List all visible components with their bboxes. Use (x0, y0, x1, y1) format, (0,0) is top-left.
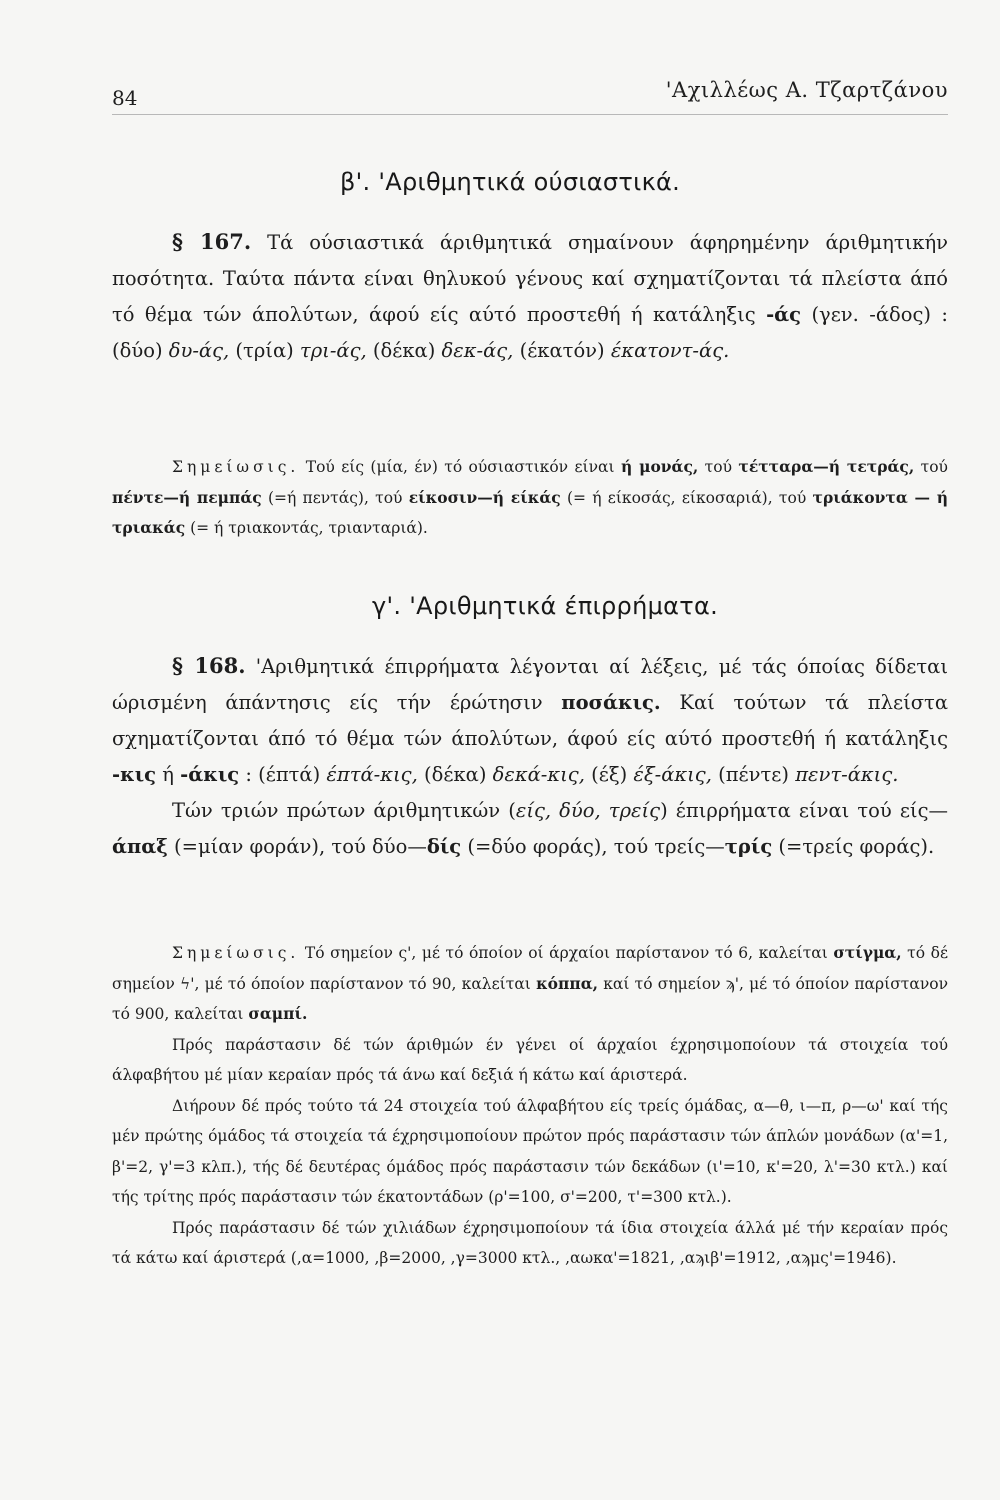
text-run: (= ή είκοσάς, είκοσαριά), τού (560, 488, 813, 507)
note-168-text (112, 938, 948, 1030)
text-run: Τού είς (μία, έν) τό ούσιαστικόν είναι (299, 458, 621, 476)
text-run: Καί τούτων τά πλείστα σχηματίζονται άπό τό θέμα τών άπολύτων, άφού είς αύτό προστεθή ή κατάληξις (112, 691, 948, 750)
bold-term: πέντε—ή πεμπάς (112, 487, 262, 507)
text-run: (έκατόν) (513, 339, 611, 362)
note-label: Σημείωσις. (172, 944, 300, 962)
section-number-167: § 167. (172, 229, 252, 254)
text-run: Τά ούσιαστικά άριθμητικά σημαίνουν άφηρημένην άριθμητικήν ποσότητα. Ταύτα πάντα είναι θηλυκού γένους καί σχηματίζονται τά πλείστα άπό τό θέμα τών άπολύτων, άφού είς αύτό προστεθή ή κατάληξις (112, 231, 948, 326)
bold-term: δίς (426, 835, 462, 858)
note-168 (112, 938, 948, 1274)
note-167 (112, 452, 948, 544)
paragraph-168-text (112, 648, 948, 793)
bold-term: στίγμα, (833, 943, 902, 962)
note-167-text (112, 452, 948, 544)
text-run: (= ή τριακοντάς, τριανταριά). (185, 519, 428, 537)
bold-term: τριάκοντα — ή τριακάς (112, 487, 948, 537)
example-word: είς, δύο, τρείς (515, 799, 661, 822)
text-run: (δέκα) (366, 339, 442, 362)
paragraph-168-adverbs (112, 793, 948, 865)
text-run: (=τρείς φοράς). (772, 835, 935, 858)
paragraph-alphabet: Πρός παράστασιν δέ τών άριθμών έν γένει οί άρχαίοι έχρησιμοποίουν τά στοιχεία τού άλφαβήτου μέ μίαν κεραίαν πρός τά άνω καί δεξιά ή κάτω καί άριστερά. (112, 1035, 948, 1084)
bold-term: άπαξ (112, 835, 168, 858)
text-run: (πέντε) (711, 763, 796, 786)
bold-term: σαμπί. (248, 1004, 308, 1023)
suffix-term: -κις (112, 763, 157, 786)
bold-term: ποσάκις. (561, 691, 661, 714)
text-run: τού (914, 458, 948, 476)
bold-term: τέτταρα—ή τετράς, (738, 457, 915, 476)
example-word: δεκ-άς, (441, 339, 514, 362)
bold-term: ή μονάς, (620, 457, 699, 476)
text-run: : (έπτά) (239, 763, 327, 786)
section-heading-g: γ'. 'Αριθμητικά έπιρρήματα. (372, 592, 719, 620)
text-run: ) έπιρρήματα είναι τού είς— (660, 799, 948, 822)
header-rule (112, 114, 948, 115)
note-label: Σημείωσις. (172, 458, 300, 476)
example-word: δυ-άς, (168, 339, 230, 362)
example-word: έξ-άκις, (633, 763, 712, 786)
text-run: (=ή πεντάς), τού (261, 488, 409, 507)
paragraph-groups: Διήρουν δέ πρός τούτο τά 24 στοιχεία τού άλφαβήτου είς τρείς όμάδας, α—θ, ι—π, ρ—ω' καί τής μέν πρώτης όμάδος τά στοιχεία τά έχρησιμοποίουν πρώτον πρός παράστασιν τών άπλών μονάδων (α'=1, β'=2, γ'=3 κλπ.), τής δέ δευτέρας όμάδος πρός παράστασιν τών δεκάδων (ι'=10, κ'=20, λ'=30 κτλ.) καί τής τρίτης πρός παράστασιν τών έκατοντάδων (ρ'=100, σ'=200, τ'=300 κτλ.). (112, 1096, 948, 1206)
text-run: ή (156, 763, 181, 786)
section-number-168: § 168. (172, 653, 246, 678)
paragraph-167-text (112, 224, 948, 369)
example-word: πεντ-άκις. (795, 763, 899, 786)
paragraph-thousands: Πρός παράστασιν δέ τών χιλιάδων έχρησιμοποίουν τά ίδια στοιχεία άλλά μέ τήν κεραίαν πρός τά κάτω καί άριστερά (,α=1000, ,β=2000, ,γ=3000 κτλ., ,αωκα'=1821, ,αϡιβ'=1912, ,αϡμς'=1946). (112, 1218, 948, 1267)
bold-term: είκοσιν—ή είκάς (408, 487, 561, 507)
suffix-term: -άς (766, 303, 802, 326)
example-word: τρι-άς, (299, 339, 367, 362)
text-run: τού (698, 458, 739, 476)
page-header (112, 78, 948, 118)
suffix-term: -άκις (180, 763, 240, 786)
text-run: Τών τριών πρώτων άριθμητικών ( (172, 799, 516, 822)
text-run: (έξ) (584, 763, 634, 786)
example-word: έκατοντ-άς. (610, 339, 730, 362)
example-word: δεκά-κις, (492, 763, 585, 786)
text-run: καί τό σημείον ϡ', μέ τό όποίον παρίστανον τό 900, καλείται (112, 974, 948, 1023)
text-run: 'Αριθμητικά έπιρρήματα λέγονται αί λέξεις, μέ τάς όποίας δίδεται ώρισμένη άπάντησις είς τήν έρώτησιν (112, 655, 948, 714)
text-run: (=δύο φοράς), τού τρείς— (461, 835, 725, 858)
running-head: 'Αχιλλέως Α. Τζαρτζάνου (665, 78, 948, 102)
text-run: (δέκα) (417, 763, 493, 786)
example-word: έπτά-κις, (326, 763, 418, 786)
text-run: τό δέ σημείον ϟ', μέ τό όποίον παρίστανον τό 90, καλείται (112, 944, 949, 993)
bold-term: κόππα, (536, 973, 599, 993)
text-run: (γεν. -άδος) : (δύο) (112, 303, 948, 362)
paragraph-167 (112, 224, 948, 369)
text-run: (τρία) (229, 339, 300, 362)
paragraph-168 (112, 648, 948, 865)
section-heading-b: β'. 'Αριθμητικά ούσιαστικά. (340, 168, 681, 196)
text-run: Τό σημείον ς', μέ τό όποίον οί άρχαίοι παρίστανον τό 6, καλείται (299, 944, 834, 962)
text-run: (=μίαν φοράν), τού δύο— (167, 835, 427, 858)
page-number: 84 (112, 86, 138, 110)
bold-term: τρίς (724, 835, 773, 858)
